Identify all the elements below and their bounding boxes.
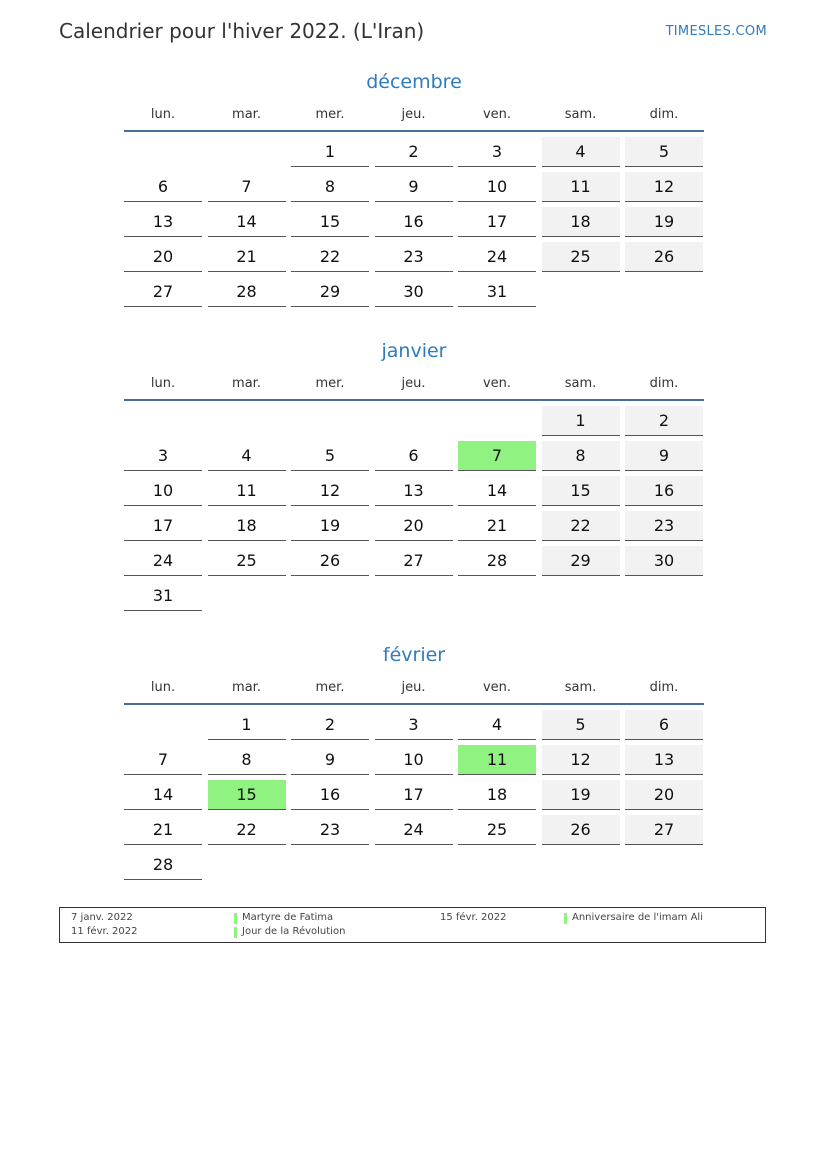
day-cell: 4 xyxy=(208,441,286,471)
day-cell: 12 xyxy=(291,476,369,506)
day-cell: 10 xyxy=(375,745,453,775)
weekday-label: sam. xyxy=(564,107,597,122)
day-cell: 19 xyxy=(625,207,703,237)
empty-cell xyxy=(124,137,202,167)
weekday-label: ven. xyxy=(482,680,512,695)
weekday-label: dim. xyxy=(649,107,679,122)
empty-cell xyxy=(124,406,202,436)
day-cell: 24 xyxy=(458,242,536,272)
day-cell: 17 xyxy=(458,207,536,237)
day-grid xyxy=(124,406,704,611)
day-cell: 28 xyxy=(208,277,286,307)
day-cell: 30 xyxy=(375,277,453,307)
day-cell: 27 xyxy=(124,277,202,307)
day-cell: 12 xyxy=(625,172,703,202)
day-cell: 9 xyxy=(625,441,703,471)
day-grid xyxy=(124,710,704,880)
weekday-label: lun. xyxy=(150,107,176,122)
day-cell: 26 xyxy=(291,546,369,576)
day-cell: 1 xyxy=(208,710,286,740)
legend-date: 11 févr. 2022 xyxy=(71,926,138,937)
day-cell: 14 xyxy=(124,780,202,810)
weekday-label: mer. xyxy=(315,376,345,391)
day-cell: 5 xyxy=(542,710,620,740)
day-cell: 21 xyxy=(124,815,202,845)
day-cell: 29 xyxy=(291,277,369,307)
day-cell: 24 xyxy=(375,815,453,845)
day-cell: 27 xyxy=(625,815,703,845)
weekday-label: mer. xyxy=(315,680,345,695)
day-cell: 10 xyxy=(458,172,536,202)
empty-cell xyxy=(291,406,369,436)
day-cell: 18 xyxy=(458,780,536,810)
day-cell: 6 xyxy=(124,172,202,202)
legend-date: 15 févr. 2022 xyxy=(440,912,507,923)
day-cell: 25 xyxy=(542,242,620,272)
weekday-label: dim. xyxy=(649,376,679,391)
day-cell: 17 xyxy=(124,511,202,541)
day-cell-holiday: 15 xyxy=(208,780,286,810)
day-cell: 3 xyxy=(375,710,453,740)
day-cell: 23 xyxy=(375,242,453,272)
day-cell: 7 xyxy=(208,172,286,202)
day-cell-holiday: 11 xyxy=(458,745,536,775)
day-cell: 8 xyxy=(291,172,369,202)
weekday-header xyxy=(124,105,704,132)
day-cell: 13 xyxy=(375,476,453,506)
day-cell: 6 xyxy=(625,710,703,740)
month-name: janvier xyxy=(381,340,447,362)
day-cell: 6 xyxy=(375,441,453,471)
day-cell: 8 xyxy=(542,441,620,471)
day-cell-holiday: 7 xyxy=(458,441,536,471)
day-cell: 27 xyxy=(375,546,453,576)
day-grid xyxy=(124,137,704,307)
day-cell: 2 xyxy=(625,406,703,436)
day-cell: 22 xyxy=(208,815,286,845)
day-cell: 24 xyxy=(124,546,202,576)
day-cell: 15 xyxy=(291,207,369,237)
day-cell: 28 xyxy=(458,546,536,576)
weekday-label: mar. xyxy=(232,107,261,122)
holiday-legend xyxy=(59,907,766,943)
month-december xyxy=(124,69,704,307)
day-cell: 17 xyxy=(375,780,453,810)
month-name: février xyxy=(382,644,446,666)
weekday-label: jeu. xyxy=(401,680,426,695)
day-cell: 1 xyxy=(291,137,369,167)
day-cell: 13 xyxy=(625,745,703,775)
day-cell: 10 xyxy=(124,476,202,506)
day-cell: 14 xyxy=(458,476,536,506)
day-cell: 3 xyxy=(458,137,536,167)
day-cell: 11 xyxy=(542,172,620,202)
day-cell: 4 xyxy=(458,710,536,740)
day-cell: 3 xyxy=(124,441,202,471)
weekday-label: ven. xyxy=(482,107,512,122)
weekday-header xyxy=(124,374,704,401)
day-cell: 5 xyxy=(625,137,703,167)
weekday-label: jeu. xyxy=(401,376,426,391)
day-cell: 21 xyxy=(458,511,536,541)
day-cell: 31 xyxy=(124,581,202,611)
legend-label: Jour de la Révolution xyxy=(234,926,345,937)
weekday-header xyxy=(124,678,704,705)
day-cell: 8 xyxy=(208,745,286,775)
day-cell: 31 xyxy=(458,277,536,307)
day-cell: 19 xyxy=(542,780,620,810)
day-cell: 25 xyxy=(458,815,536,845)
brand-logo[interactable]: TIMESLES.COM xyxy=(665,24,767,39)
day-cell: 5 xyxy=(291,441,369,471)
day-cell: 29 xyxy=(542,546,620,576)
weekday-label: jeu. xyxy=(401,107,426,122)
weekday-label: mer. xyxy=(315,107,345,122)
day-cell: 23 xyxy=(625,511,703,541)
day-cell: 1 xyxy=(542,406,620,436)
day-cell: 16 xyxy=(375,207,453,237)
day-cell: 30 xyxy=(625,546,703,576)
day-cell: 2 xyxy=(375,137,453,167)
month-name: décembre xyxy=(366,71,462,93)
day-cell: 26 xyxy=(625,242,703,272)
empty-cell xyxy=(375,406,453,436)
weekday-label: lun. xyxy=(150,376,176,391)
weekday-label: dim. xyxy=(649,680,679,695)
day-cell: 9 xyxy=(291,745,369,775)
day-cell: 18 xyxy=(208,511,286,541)
day-cell: 18 xyxy=(542,207,620,237)
weekday-label: mar. xyxy=(232,680,261,695)
empty-cell xyxy=(208,137,286,167)
day-cell: 19 xyxy=(291,511,369,541)
weekday-label: sam. xyxy=(564,680,597,695)
legend-label: Anniversaire de l'imam Ali xyxy=(564,912,703,923)
day-cell: 16 xyxy=(625,476,703,506)
day-cell: 21 xyxy=(208,242,286,272)
day-cell: 20 xyxy=(375,511,453,541)
day-cell: 16 xyxy=(291,780,369,810)
legend-label: Martyre de Fatima xyxy=(234,912,333,923)
weekday-label: mar. xyxy=(232,376,261,391)
weekday-label: ven. xyxy=(482,376,512,391)
day-cell: 25 xyxy=(208,546,286,576)
day-cell: 13 xyxy=(124,207,202,237)
day-cell: 9 xyxy=(375,172,453,202)
day-cell: 28 xyxy=(124,850,202,880)
empty-cell xyxy=(458,406,536,436)
day-cell: 26 xyxy=(542,815,620,845)
day-cell: 22 xyxy=(291,242,369,272)
month-january xyxy=(124,338,704,611)
legend-date: 7 janv. 2022 xyxy=(71,912,133,923)
day-cell: 20 xyxy=(625,780,703,810)
day-cell: 2 xyxy=(291,710,369,740)
weekday-label: sam. xyxy=(564,376,597,391)
empty-cell xyxy=(208,406,286,436)
page-title: Calendrier pour l'hiver 2022. (L'Iran) xyxy=(59,19,425,43)
day-cell: 23 xyxy=(291,815,369,845)
day-cell: 12 xyxy=(542,745,620,775)
day-cell: 7 xyxy=(124,745,202,775)
day-cell: 15 xyxy=(542,476,620,506)
day-cell: 20 xyxy=(124,242,202,272)
weekday-label: lun. xyxy=(150,680,176,695)
day-cell: 22 xyxy=(542,511,620,541)
month-february xyxy=(124,642,704,880)
day-cell: 11 xyxy=(208,476,286,506)
empty-cell xyxy=(124,710,202,740)
day-cell: 4 xyxy=(542,137,620,167)
day-cell: 14 xyxy=(208,207,286,237)
